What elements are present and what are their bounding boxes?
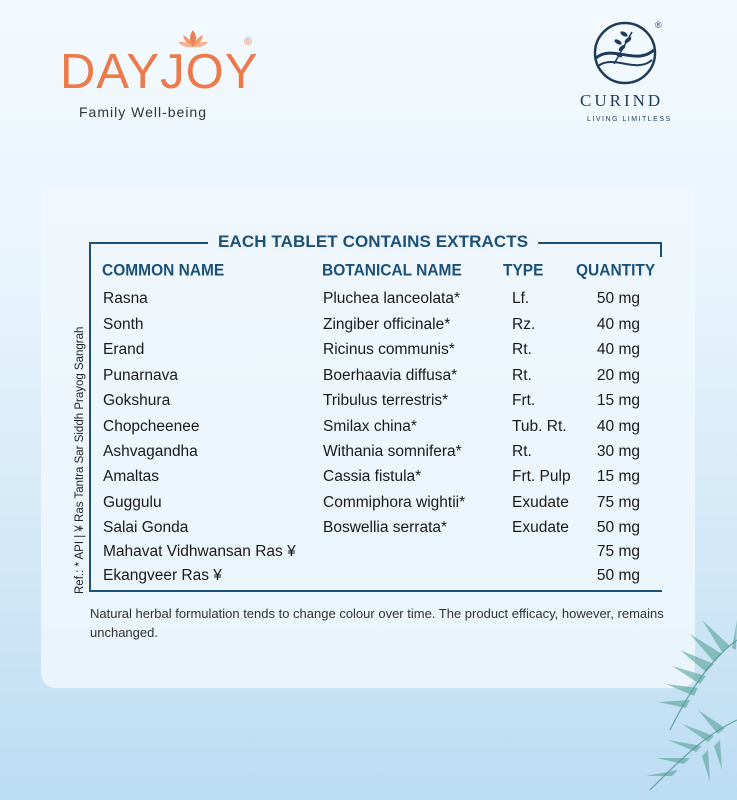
table-row [0,468,737,492]
part-type: Rt. [512,443,532,460]
quantity: 75 mg [596,543,640,560]
part-type: Rt. [512,367,532,384]
botanical-name: Boswellia serrata* [323,519,448,536]
common-name: Guggulu [103,494,162,511]
curind-logo [575,20,685,130]
part-type: Lf. [512,290,530,307]
common-name: Erand [103,341,145,358]
disclaimer-note: Natural herbal formulation tends to change colour over time. The product efficacy, however, remains unchanged. [90,606,664,640]
reference-note: Ref.: * API | ¥ Ras Tantra Sar Siddh Prayog Sangrah [74,326,86,594]
registered-mark: ® [244,36,253,48]
part-type: Tub. Rt. [512,418,567,435]
quantity: 15 mg [596,392,640,409]
part-type: Rt. [512,341,532,358]
curind-tagline: LIVING LIMITLESS [587,116,672,123]
part-type: Exudate [512,494,569,511]
part-type: Exudate [512,519,569,536]
registered-mark: ® [655,20,662,30]
common-name: Ashvagandha [103,443,198,460]
common-name: Sonth [103,316,144,333]
quantity: 40 mg [596,341,640,358]
quantity: 40 mg [596,316,640,333]
part-type: Frt. Pulp [512,468,571,485]
common-name: Rasna [103,290,148,307]
common-name: Gokshura [103,392,171,409]
table-title: EACH TABLET CONTAINS EXTRACTS [208,232,538,252]
header-quantity: QUANTITY [576,261,656,280]
header-botanical-name: BOTANICAL NAME [322,261,462,280]
quantity: 50 mg [596,567,640,584]
common-name: Mahavat Vidhwansan Ras ¥ [103,543,296,560]
botanical-name: Pluchea lanceolata* [323,290,461,307]
common-name: Punarnava [103,367,178,384]
table-row [0,443,737,467]
botanical-name: Ricinus communis* [323,341,455,358]
common-name: Salai Gonda [103,519,189,536]
table-row [0,367,737,391]
quantity: 15 mg [596,468,640,485]
table-row [0,418,737,442]
dayjoy-tagline: Family Well-being [79,104,207,120]
table-row [0,341,737,365]
common-name: Ekangveer Ras ¥ [103,567,222,584]
table-row [0,567,737,591]
common-name: Amaltas [103,468,159,485]
botanical-name: Withania somnifera* [323,443,462,460]
header-common-name: COMMON NAME [102,261,225,280]
table-row [0,290,737,314]
botanical-name: Smilax china* [323,418,417,435]
table-row [0,316,737,340]
dayjoy-wordmark: DAYJOY [60,45,259,99]
botanical-name: Commiphora wightii* [323,494,466,511]
table-row [0,543,737,567]
header-type: TYPE [503,261,544,280]
palm-leaves-decoration [610,600,737,800]
botanical-name: Cassia fistula* [323,468,422,485]
quantity: 50 mg [596,519,640,536]
botanical-name: Boerhaavia diffusa* [323,367,458,384]
curind-emblem-icon [592,20,658,86]
quantity: 75 mg [596,494,640,511]
table-row [0,494,737,518]
table-row [0,392,737,416]
common-name: Chopcheenee [103,418,200,435]
dayjoy-logo [60,28,260,128]
curind-wordmark: CURIND [580,91,664,110]
botanical-name: Zingiber officinale* [323,316,451,333]
part-type: Frt. [512,392,536,409]
table-frame-tick [660,242,662,257]
quantity: 40 mg [596,418,640,435]
part-type: Rz. [512,316,536,333]
quantity: 30 mg [596,443,640,460]
botanical-name: Tribulus terrestris* [323,392,449,409]
quantity: 20 mg [596,367,640,384]
table-row [0,519,737,543]
quantity: 50 mg [596,290,640,307]
